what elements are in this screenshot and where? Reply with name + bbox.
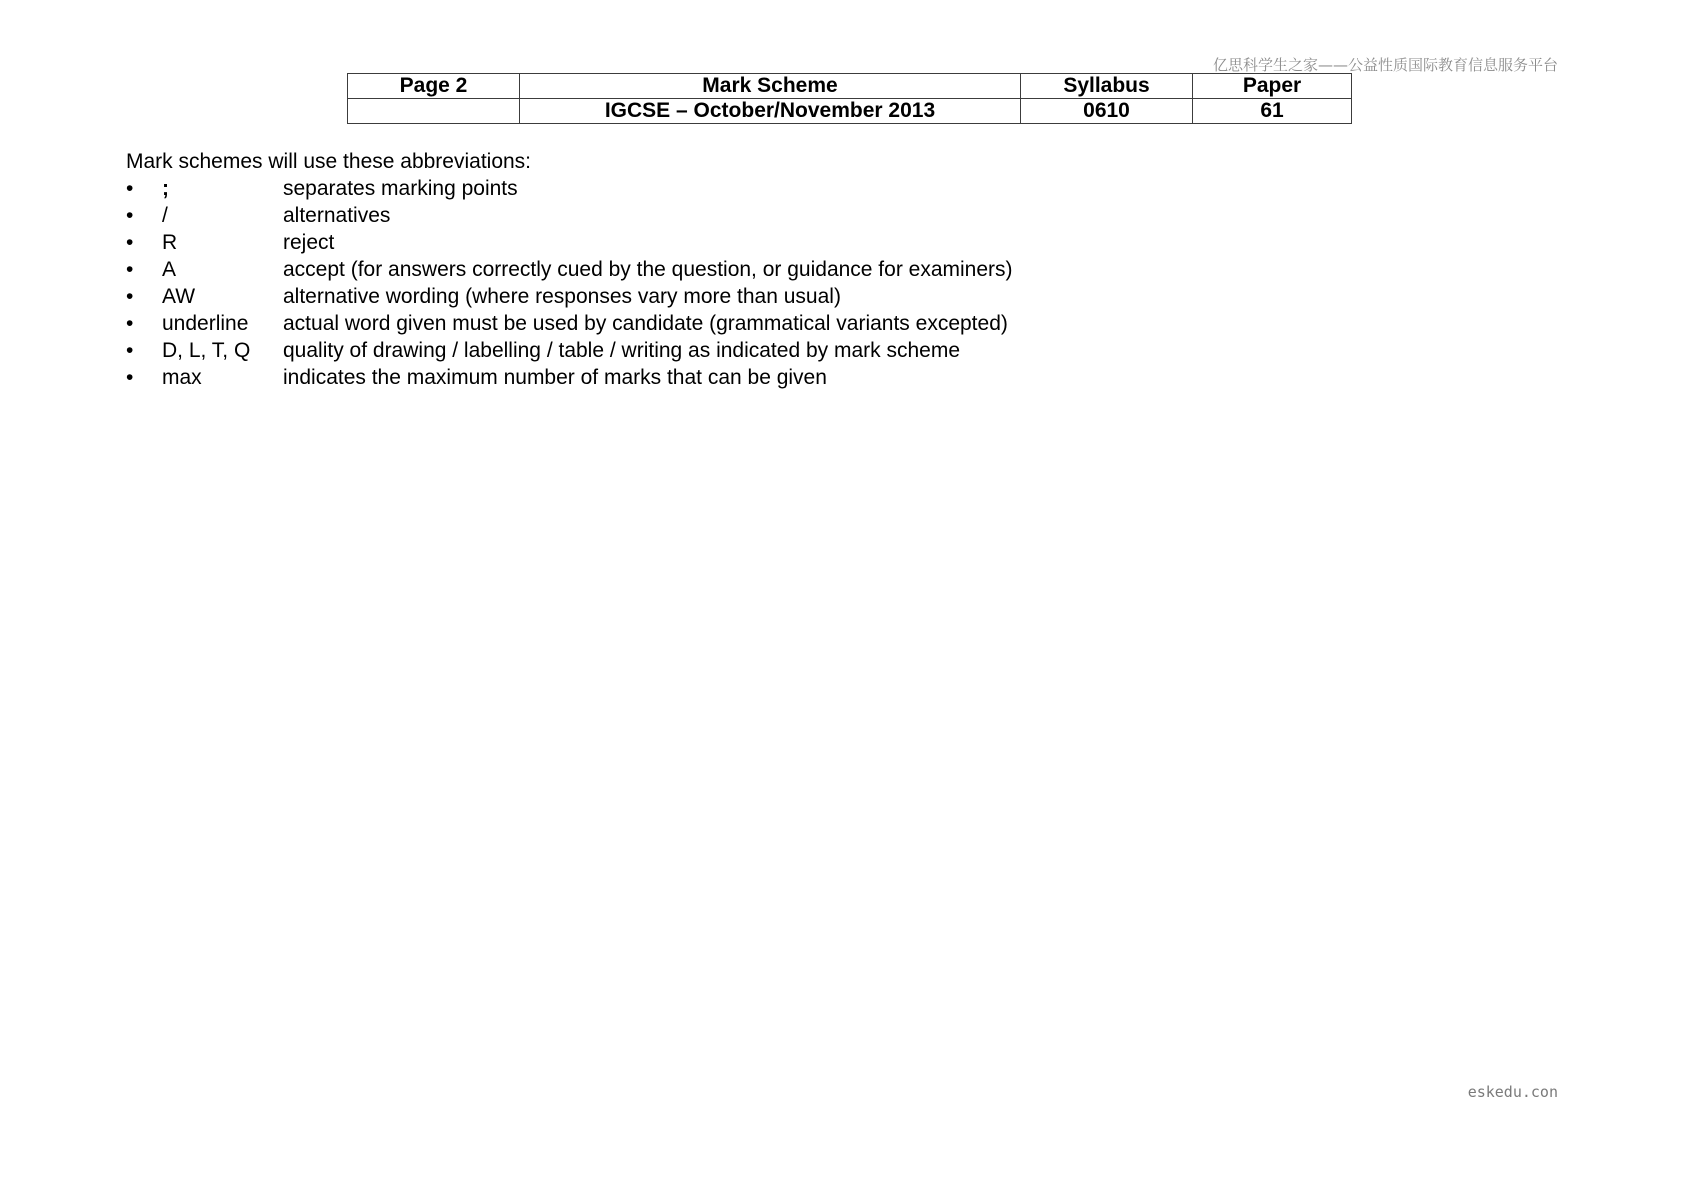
abbreviation-description: actual word given must be used by candidate (grammatical variants excepted): [283, 312, 1008, 335]
watermark-top: 亿思科学生之家——公益性质国际教育信息服务平台: [1212, 56, 1558, 74]
abbreviation-term: A: [162, 258, 177, 281]
bullet-icon: •: [126, 258, 134, 281]
list-item: [126, 175, 1013, 202]
bullet-icon: •: [126, 366, 134, 389]
abbreviation-term: ;: [162, 177, 169, 200]
header-mark-scheme-cell: Mark Scheme: [520, 74, 1021, 99]
header-row-labels: [348, 74, 1352, 99]
abbreviation-description: accept (for answers correctly cued by the question, or guidance for examiners): [283, 258, 1013, 281]
header-table: [347, 73, 1352, 124]
abbreviation-term: underline: [162, 312, 249, 335]
abbreviation-term: R: [162, 231, 178, 254]
abbreviation-description: quality of drawing / labelling / table / writing as indicated by mark scheme: [283, 339, 961, 362]
abbreviation-description: indicates the maximum number of marks that can be given: [283, 366, 827, 389]
abbreviation-description: reject: [283, 231, 335, 254]
abbreviations-intro: Mark schemes will use these abbreviations:: [126, 150, 532, 173]
header-paper-number-cell: 61: [1193, 99, 1352, 124]
list-item: [126, 229, 1013, 256]
list-item: [126, 337, 1013, 364]
bullet-icon: •: [126, 285, 134, 308]
header-row-values: [348, 99, 1352, 124]
header-syllabus-cell: Syllabus: [1021, 74, 1193, 99]
list-item: [126, 202, 1013, 229]
header-paper-cell: Paper: [1193, 74, 1352, 99]
header-exam-cell: IGCSE – October/November 2013: [520, 99, 1021, 124]
abbreviation-term: max: [162, 366, 202, 389]
list-item: [126, 256, 1013, 283]
abbreviation-description: alternative wording (where responses vary more than usual): [283, 285, 841, 308]
bullet-icon: •: [126, 204, 134, 227]
abbreviation-term: /: [162, 204, 168, 227]
abbreviations-list: [126, 175, 1013, 391]
bullet-icon: •: [126, 177, 134, 200]
bullet-icon: •: [126, 231, 134, 254]
list-item: [126, 310, 1013, 337]
abbreviation-term: D, L, T, Q: [162, 339, 251, 362]
watermark-bottom: eskedu.con: [1467, 1083, 1558, 1101]
abbreviations-section: [126, 148, 1013, 391]
header-syllabus-code-cell: 0610: [1021, 99, 1193, 124]
header-page-cell: Page 2: [348, 74, 520, 99]
abbreviation-description: alternatives: [283, 204, 391, 227]
bullet-icon: •: [126, 339, 134, 362]
list-item: [126, 364, 1013, 391]
abbreviation-term: AW: [162, 285, 196, 308]
abbreviation-description: separates marking points: [283, 177, 518, 200]
bullet-icon: •: [126, 312, 134, 335]
list-item: [126, 283, 1013, 310]
header-empty-cell: [348, 99, 520, 124]
